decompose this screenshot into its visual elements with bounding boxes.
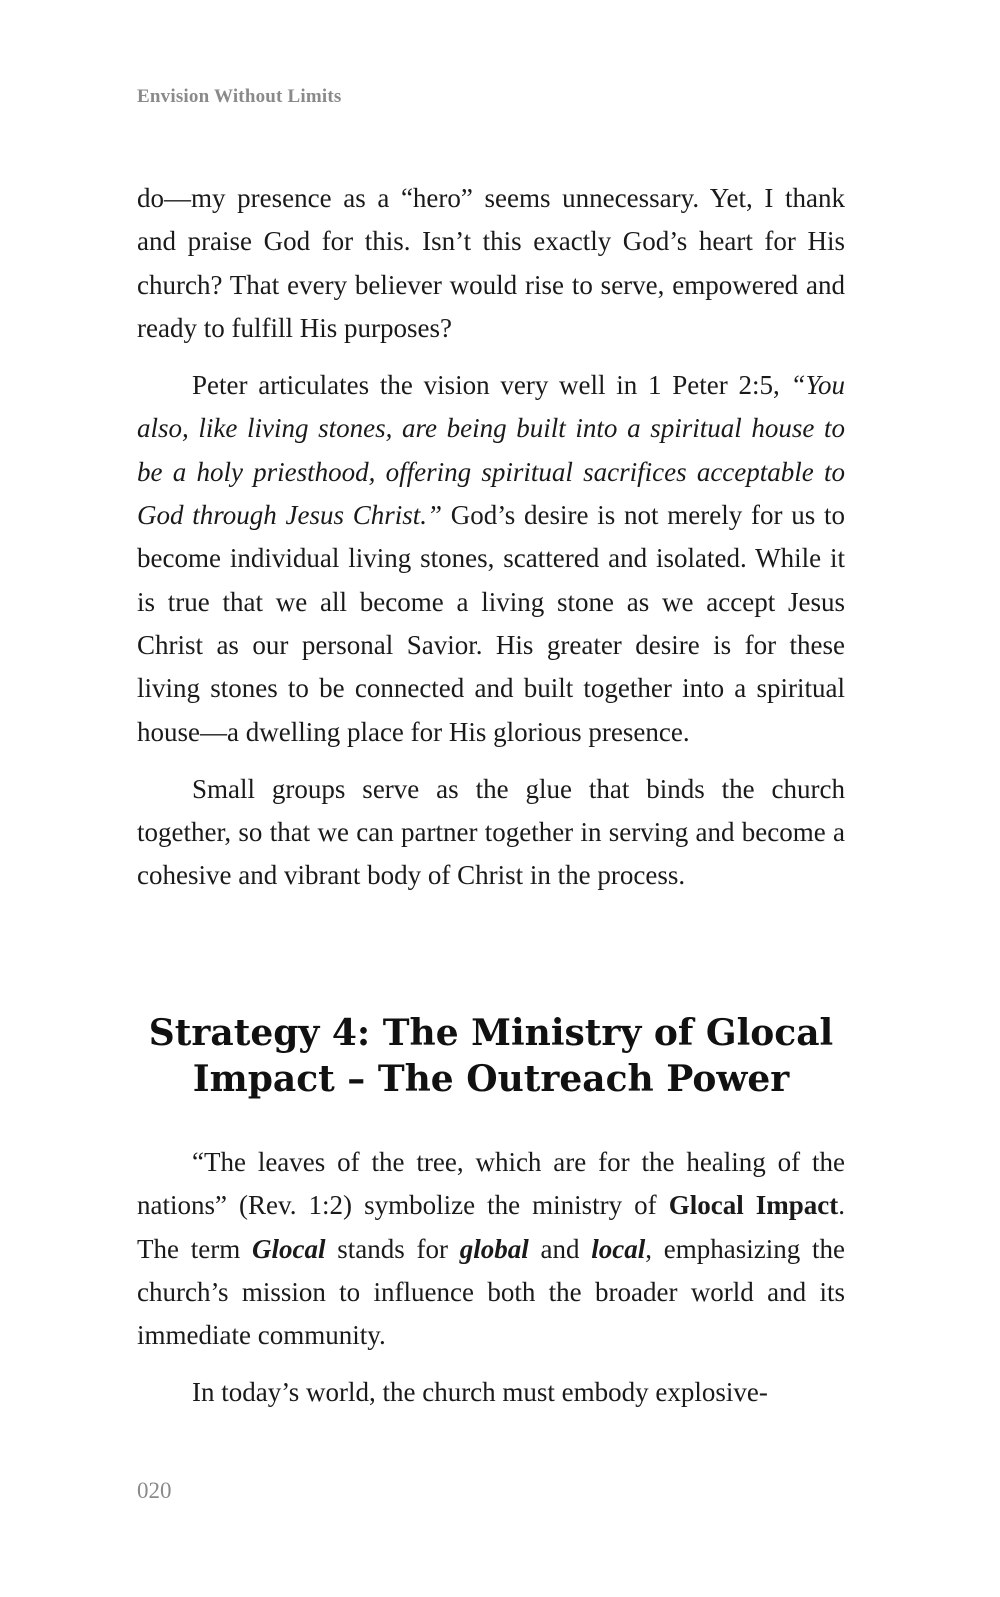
- local-term: local: [591, 1233, 646, 1264]
- global-term: global: [459, 1233, 529, 1264]
- running-header: Envision Without Limits: [137, 86, 342, 107]
- page-number: 020: [137, 1478, 172, 1503]
- paragraph-5: In today’s world, the church must embody explosive-: [192, 1377, 768, 1408]
- paragraph-4-text-e: , emphasizing the church’s mission to influence both the broader world and its immediate community.: [137, 1233, 846, 1351]
- section-heading: [137, 1010, 845, 1102]
- paragraph-2: [137, 364, 845, 754]
- paragraph-4-text-a: “The leaves of the tree, which are for the healing of the nations” (Rev. 1:2) symbolize the ministry of: [137, 1147, 845, 1221]
- paragraph-2-intro: Peter articulates the vision very well in 1 Peter 2:5,: [192, 370, 791, 401]
- section-heading-line-2: Impact – The Outreach Power: [192, 1058, 790, 1100]
- paragraph-2-body: God’s desire is not merely for us to become individual living stones, scattered and isolated. While it is true that we all become a living stone as we accept Jesus Christ as our personal Savior. His greater desire is for these living stones to be connected and built together into a spiritual house—a dwelling place for His glorious presence.: [137, 500, 845, 747]
- glocal-impact-term: Glocal Impact: [668, 1190, 839, 1221]
- paragraph-4: [137, 1141, 845, 1357]
- paragraph-4-text-d: and: [528, 1233, 592, 1264]
- section-heading-line-1: Strategy 4: The Ministry of Glocal: [148, 1012, 834, 1054]
- scripture-quote: “You also, like living stones, are being built into a spiritual house to be a holy priesthood, offering spiritual sacrifices acceptable to God through Jesus Christ.”: [137, 370, 845, 531]
- paragraph-4-text-c: stands for: [325, 1233, 460, 1264]
- body-text-bottom: [137, 1141, 845, 1415]
- body-text-top: [137, 177, 845, 898]
- paragraph-3: Small groups serve as the glue that binds the church together, so that we can partner together in serving and become a cohesive and vibrant body of Christ in the process.: [137, 773, 845, 891]
- paragraph-4-text-b: . The term: [137, 1190, 845, 1264]
- glocal-term: Glocal: [251, 1233, 326, 1264]
- paragraph-1: do—my presence as a “hero” seems unnecessary. Yet, I thank and praise God for this. Isn’t this exactly God’s heart for His church? That every believer would rise to serve, empowered and ready to fulfill His purposes?: [137, 183, 845, 343]
